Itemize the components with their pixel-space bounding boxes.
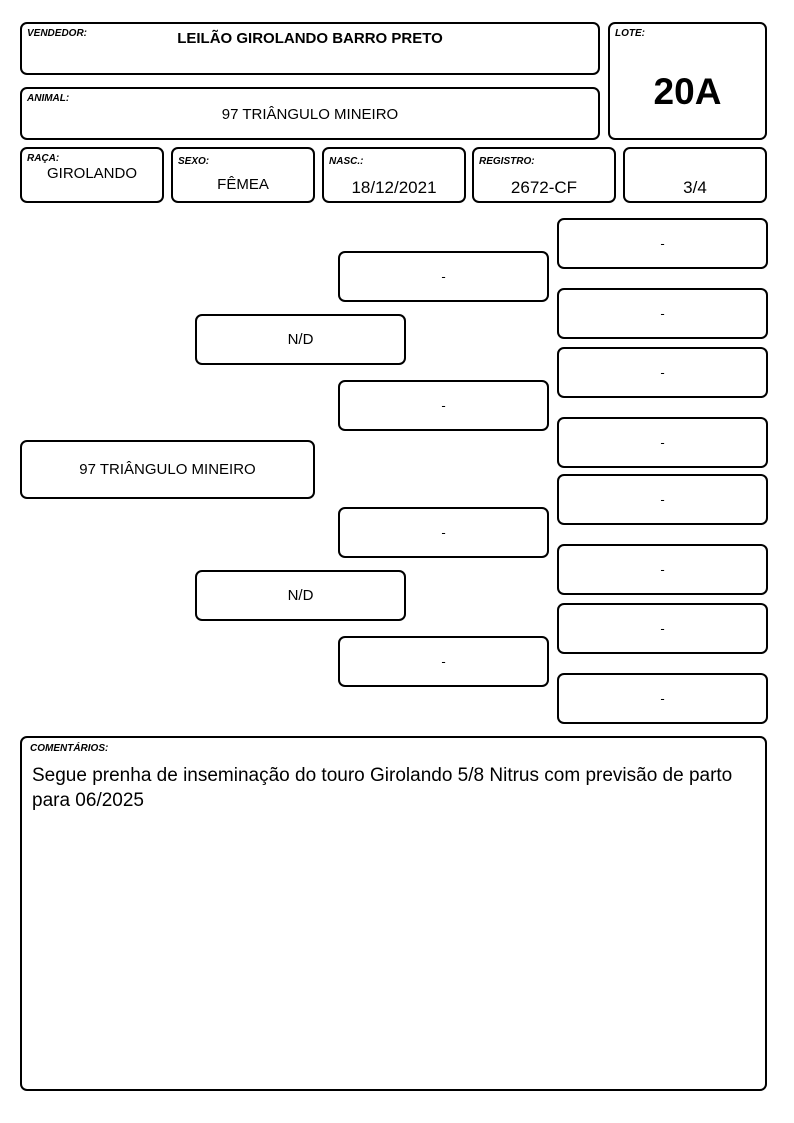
pedigree-grandparent: - (338, 380, 549, 431)
breed-box (20, 147, 164, 203)
seller-box (20, 22, 600, 75)
registry-label: REGISTRO: (479, 156, 535, 167)
animal-box (20, 87, 600, 140)
lot-number: 20A (653, 71, 722, 112)
registry-box (472, 147, 616, 203)
lot-box (608, 22, 767, 140)
pedigree-great-grandparent: - (557, 474, 768, 525)
pedigree-great-grandparent: - (557, 673, 768, 724)
lot-label: LOTE: (615, 28, 645, 39)
pedigree-great-grandparent: - (557, 603, 768, 654)
birth-box (322, 147, 466, 203)
pedigree-sire: N/D (195, 314, 406, 365)
sex-label: SEXO: (178, 156, 210, 167)
registry-value: 2672-CF (510, 178, 578, 197)
sex-value: FÊMEA (217, 176, 269, 193)
seller-value: LEILÃO GIROLANDO BARRO PRETO (177, 30, 443, 47)
comments-label: COMENTÁRIOS: (30, 743, 109, 754)
comments-box (20, 736, 767, 1091)
pedigree-animal: 97 TRIÂNGULO MINEIRO (20, 440, 315, 499)
breed-label: RAÇA: (27, 153, 60, 164)
pedigree-grandparent: - (338, 636, 549, 687)
animal-label: ANIMAL: (27, 93, 70, 104)
seller-label: VENDEDOR: (27, 28, 88, 39)
pedigree-great-grandparent: - (557, 288, 768, 339)
pedigree-grandparent: - (338, 251, 549, 302)
comments-text: Segue prenha de inseminação do touro Girolando 5/8 Nitrus com previsão de parto para 06/2025 (32, 765, 733, 811)
birth-label: NASC.: (329, 156, 364, 167)
pedigree-great-grandparent: - (557, 347, 768, 398)
grade-value: 3/4 (683, 178, 707, 197)
breed-value: GIROLANDO (46, 165, 137, 182)
pedigree-great-grandparent: - (557, 544, 768, 595)
sex-box (171, 147, 315, 203)
birth-date: 18/12/2021 (351, 178, 437, 197)
pedigree-great-grandparent: - (557, 218, 768, 269)
pedigree-great-grandparent: - (557, 417, 768, 468)
grade-box (623, 147, 767, 203)
animal-name: 97 TRIÂNGULO MINEIRO (221, 106, 399, 123)
pedigree-grandparent: - (338, 507, 549, 558)
pedigree-dam: N/D (195, 570, 406, 621)
